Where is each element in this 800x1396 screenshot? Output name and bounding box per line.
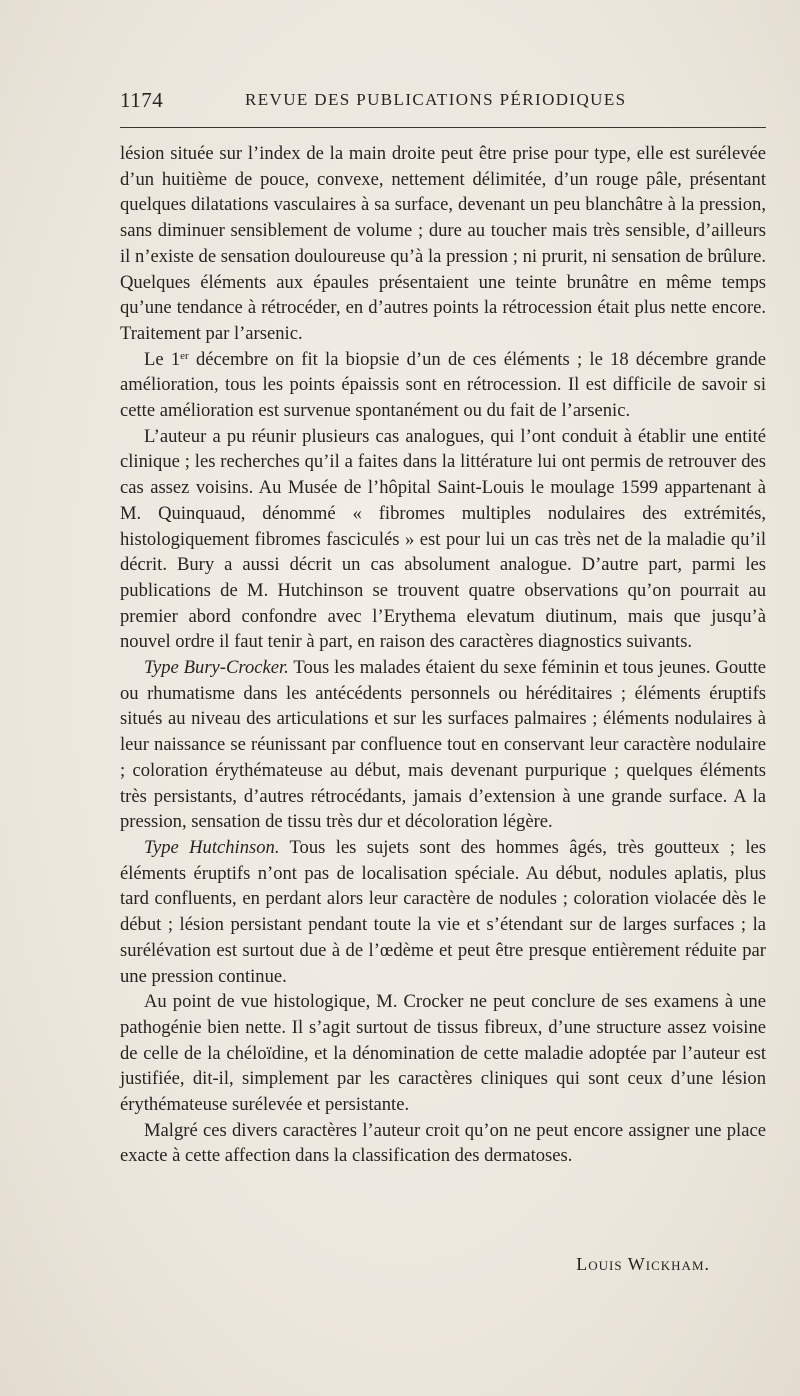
type-hutchinson-text: Tous les sujets sont des hommes âgés, très goutteux ; les éléments éruptifs n’ont pas de localisation spéciale. Au début, nodules aplatis, plus tard confluents, en perdant alors leur caractère de nodules ; coloration violacée dès le début ; lésion persistant pendant toute la vie et s’étendant sur de larges surfaces ; la surélévation est surtout due à de l’œdème et peut être presque entièrement réduite par une pression continue. bbox=[120, 836, 766, 987]
paragraph-biopsy-rest: décembre on fit la biopsie d’un de ces éléments ; le 18 décembre grande amélioration, tous les points épaissis sont en rétrocession. Il est difficile de savoir si cette amélioration est survenue spontanément ou du fait de l’arsenic. bbox=[120, 348, 766, 422]
paragraph-biopsy bbox=[120, 347, 766, 424]
paragraph-continuation: lésion située sur l’index de la main droite peut être prise pour type, elle est surélevée d’un huitième de pouce, convexe, nettement délimitée, d’un rouge pâle, présentant quelques dilatations vasculaires à sa surface, devenant un peu blanchâtre à la pression, sans diminuer sensiblement de volume ; dure au toucher mais très sensible, d’ailleurs il n’existe de sensation douloureuse qu’à la pression ; ni prurit, ni sensation de brûlure. Quelques éléments aux épaules présentaient une teinte brunâtre en même temps qu’une tendance à rétrocéder, en d’autres points la rétrocession était plus nette encore. Traitement par l’arsenic. bbox=[120, 143, 766, 344]
header-rule bbox=[120, 127, 766, 128]
type-bury-crocker-text: Tous les malades étaient du sexe féminin et tous jeunes. Goutte ou rhumatisme dans les antécédents personnels ou héréditaires ; éléments éruptifs situés au niveau des articulations et sur les surfaces palmaires ; éléments nodulaires à leur naissance se réunissant par confluence tout en conservant leur caractère nodulaire ; coloration érythémateuse au début, mais devenant purpurique ; quelques éléments très persistants, d’autres rétrocédants, jamais d’extension à une grande surface. A la pression, sensation de tissu très dur et décoloration légère. bbox=[120, 657, 766, 833]
page-header bbox=[120, 88, 766, 118]
paragraph-analogous-cases: L’auteur a pu réunir plusieurs cas analogues, qui l’ont conduit à établir une entité clinique ; les recherches qu’il a faites dans la littérature lui ont permis de retrouver des cas assez voisins. Au Musée de l’hôpital Saint-Louis le moulage 1599 appartenant à M. Quinquaud, dénommé « fibromes multiples nodulaires des extrémités, histologiquement fibromes fasciculés » est pour lui un cas très net de la maladie qu’il décrit. Bury a aussi décrit un cas absolument analogue. D’autre part, parmi les publications de M. Hutchinson se trouvent quatre observations qu’on pourrait au premier abord confondre avec l’Erythema elevatum diutinum, mais que jusqu’à nouvel ordre il faut tenir à part, en raison des caractères diagnostics suivants. bbox=[120, 425, 766, 653]
paragraph-histology: Au point de vue histologique, M. Crocker ne peut conclure de ses examens à une pathogénie bien nette. Il s’agit surtout de tissus fibreux, d’une structure assez voisine de celle de la chéloïdine, et la dénomination de cette maladie adoptée par l’auteur est justifiée, dit-il, simplement par les caractères cliniques qui sont ceux d’une lésion érythémateuse surélevée et persistante. bbox=[120, 991, 766, 1116]
paragraph-type-bury-crocker bbox=[120, 655, 766, 835]
paragraph-type-hutchinson bbox=[120, 835, 766, 989]
paragraph-biopsy-start: Le 1 bbox=[144, 348, 181, 370]
author-signature bbox=[120, 1254, 766, 1275]
article-body bbox=[120, 141, 766, 1169]
running-title: REVUE DES PUBLICATIONS PÉRIODIQUES bbox=[245, 90, 627, 109]
ordinal-superscript: er bbox=[180, 349, 189, 362]
author-name: Louis Wickham. bbox=[576, 1254, 710, 1274]
type-hutchinson-label: Type Hutchinson. bbox=[144, 836, 280, 858]
type-bury-crocker-label: Type Bury-Crocker. bbox=[144, 657, 289, 679]
paragraph-conclusion: Malgré ces divers caractères l’auteur croit qu’on ne peut encore assigner une place exacte à cette affection dans la classification des dermatoses. bbox=[120, 1119, 766, 1167]
page-number: 1174 bbox=[120, 88, 164, 112]
